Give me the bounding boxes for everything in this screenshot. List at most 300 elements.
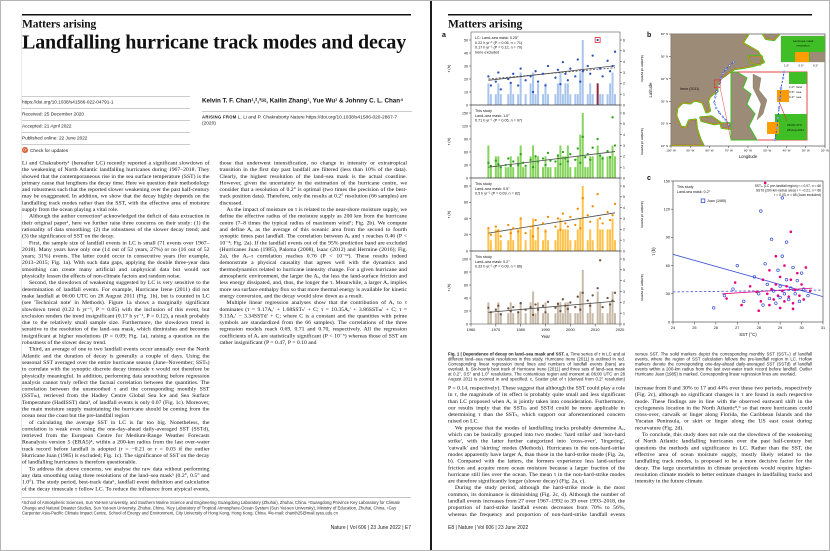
tau-dot (599, 154, 601, 156)
tau-dot (500, 88, 502, 90)
event-count-bar (564, 83, 566, 105)
event-count-bar (525, 94, 527, 105)
tau-dot (582, 70, 584, 72)
event-count-bar (542, 313, 544, 324)
svg-text:1: 1 (623, 165, 625, 170)
svg-text:6: 6 (623, 184, 625, 189)
tau-dot (611, 65, 613, 67)
tau-dot (500, 166, 502, 168)
tau-dot (567, 225, 569, 227)
inset-time-label: 28 Aug 2011 (787, 128, 805, 132)
timeseries-chart-1 (446, 105, 644, 180)
tau-dot (532, 314, 534, 316)
trend-line (488, 68, 615, 79)
event-count-bar (574, 240, 576, 251)
tau-dot (544, 84, 546, 86)
tau-dot (507, 224, 509, 226)
svg-text:30: 30 (799, 326, 804, 330)
svg-text:60: 60 (464, 150, 468, 155)
event-count-bar (547, 167, 549, 178)
event-count-bar (507, 240, 509, 251)
tau-dot (589, 221, 591, 223)
tau-dot (495, 225, 497, 227)
y-axis-label: Latitude (648, 82, 653, 98)
tau-dot (592, 147, 594, 149)
page-footer: E8 | Nature | Vol 606 | 23 June 2022 (448, 525, 529, 531)
section-rule (22, 14, 411, 16)
tau-dot (510, 165, 512, 167)
check-updates-label: Check for updates (30, 147, 69, 153)
track-label: Irene (2011) (680, 87, 700, 91)
sstm-point (768, 304, 771, 307)
tau-dot (564, 157, 566, 159)
event-count-bar (599, 302, 601, 324)
chart-legend-line: 0.5 h yr⁻¹ (P = 0.09, n = 82) (475, 191, 521, 196)
chart-legend-line: Land–sea mask: 0.2° (475, 259, 510, 264)
event-count-bar (592, 240, 594, 251)
svg-text:0: 0 (667, 320, 670, 325)
timeseries-chart-2 (446, 178, 644, 253)
event-count-bar (597, 292, 599, 325)
paragraph: We propose that the modes of landfalling tracks probably determine Aₑ, which can be basically grouped into two modes: 'hard strike' and 'non-hard strike', with the latter further categorized into 'cross-over', 'lingering', 'catwalk' and 'skirting' modes (Methods). Hurricanes in the non-hard-strike modes apparently have larger Aₑ than those in the hard-strike mode (Fig. 2a, b). Compared with the latters, the formers experience less land-surface friction and acquire more ocean moisture because a larger fraction of the hurricane still lies over the ocean. The mean τ in the non-hard-strike modes are therefore significantly longer (slower decay) (Fig. 2a, c). (448, 424, 625, 485)
scatter-legend-right: SSTd (200-km-radius area) r = −0.21, n = 66 (755, 188, 821, 193)
event-count-bar (497, 229, 499, 251)
event-count-bar (557, 83, 559, 105)
tau-dot (490, 234, 492, 236)
tau-dot (601, 157, 603, 159)
svg-text:90: 90 (464, 137, 468, 142)
right-axis-label: Number of events (640, 55, 644, 82)
tau-dot (611, 116, 613, 118)
svg-text:24: 24 (670, 326, 676, 330)
track-fix-point (714, 96, 716, 98)
event-count-bar (512, 167, 514, 178)
event-count-bar (554, 94, 556, 105)
tau-dot (579, 162, 581, 164)
tau-dot (495, 309, 497, 311)
tau-dot (542, 157, 544, 159)
svg-text:150: 150 (663, 179, 670, 184)
tau-dot (579, 227, 581, 229)
svg-text:0: 0 (623, 249, 625, 254)
chart-legend-line: 0.22 h yr⁻¹ (P = 0.05, n = 71) (475, 40, 523, 45)
svg-text:40: 40 (464, 216, 468, 221)
tau-dot (569, 153, 571, 155)
svg-text:20: 20 (464, 77, 468, 82)
event-count-bar (569, 167, 571, 178)
svg-text:20° W: 20° W (821, 148, 829, 153)
sstm-point (772, 298, 775, 301)
tau-dot (609, 156, 611, 158)
sstm-point (783, 300, 786, 303)
y-axis-label: τ (h) (446, 210, 451, 219)
event-count-bar (500, 94, 502, 105)
sstm-point (779, 307, 782, 310)
event-count-bar (567, 83, 569, 105)
x-axis-label: Year (541, 334, 550, 339)
tau-dot (597, 193, 599, 195)
article-body-right-page (448, 385, 812, 524)
svg-text:5: 5 (623, 268, 625, 273)
event-count-bar (579, 73, 581, 106)
event-count-bar (582, 270, 584, 324)
paragraph: Li and Chakraborty¹ (hereafter LC) recently reported a significant slowdown of the weakening of North Atlantic landfalling hurricanes during 1967–2018. They showed that the contemporaneous rise in the sea surface temperature (SST) is the primary cause that lengthens the decay time. Here we question their methodology and robustness such that the reported slower weakening over the past half-century may be exaggerated. In addition, we show that the decay highly depends on the landfalling track modes rather than the SST, with the effective area of moisture supply from the ocean playing a vital role. (22, 160, 210, 213)
y-axis-label: τ (h) (446, 137, 451, 146)
tau-dot (554, 307, 556, 309)
sstm-point (796, 272, 799, 275)
event-count-bar (574, 313, 576, 324)
event-count-bar (607, 313, 609, 324)
x-axis-label: SST (°C) (739, 332, 757, 337)
tau-dot (589, 73, 591, 75)
event-count-bar (507, 313, 509, 324)
map-inset (731, 71, 807, 141)
event-count-bar (599, 229, 601, 251)
event-count-bar (589, 83, 591, 105)
tau-dot (559, 229, 561, 231)
svg-text:40° W: 40° W (782, 148, 791, 153)
track-fix-point (718, 112, 720, 114)
tau-dot (564, 305, 566, 307)
chart-legend-line: Irene excluded (475, 50, 500, 55)
tau-dot (534, 70, 536, 72)
sstm-point (740, 304, 743, 307)
tau-dot (507, 307, 509, 309)
y-axis-label: τ (h) (446, 64, 451, 73)
track-fix-point (729, 65, 731, 67)
event-count-bar (532, 292, 534, 325)
event-count-bar (525, 167, 527, 178)
event-count-bar (554, 313, 556, 324)
tau-dot (614, 292, 616, 294)
event-count-bar (612, 292, 614, 325)
figure-panel-b-map (647, 28, 829, 168)
sstm-point (800, 283, 803, 286)
event-count-bar (497, 156, 499, 178)
svg-text:40: 40 (464, 296, 468, 301)
tau-dot (557, 154, 559, 156)
event-count-bar (559, 146, 561, 179)
track-fix-point (713, 101, 715, 103)
event-count-bar (592, 156, 594, 178)
map-legend-title: resolution (796, 43, 810, 48)
tau-dot (524, 79, 526, 81)
sstm-point (805, 266, 808, 269)
sstm-point (762, 278, 765, 281)
tau-dot (562, 212, 564, 214)
tau-dot (537, 80, 539, 82)
svg-text:60: 60 (464, 200, 468, 205)
tau-dot (542, 305, 544, 307)
tau-dot (524, 165, 526, 167)
tau-dot (564, 73, 566, 75)
tau-dot (557, 303, 559, 305)
page-footer: Nature | Vol 606 | 23 June 2022 | E7 (330, 525, 411, 531)
tau-dot (557, 69, 559, 71)
track-fix-point (733, 61, 735, 63)
event-count-bar (609, 83, 611, 105)
svg-text:90: 90 (665, 235, 670, 240)
tau-dot (597, 138, 599, 140)
event-count-bar (522, 167, 524, 178)
event-count-bar (535, 240, 537, 251)
tau-dot (490, 84, 492, 86)
timeseries-chart-0 (446, 32, 644, 107)
inset-mask-label: 1.0°: land (789, 85, 803, 89)
event-count-bar (545, 156, 547, 178)
event-count-bar (537, 83, 539, 105)
tau-dot (510, 232, 512, 234)
svg-text:90° W: 90° W (686, 148, 695, 153)
track-fix-point (716, 91, 718, 93)
scatter-legend-right: r = 0.03, n = 65 (Juan excluded) (774, 193, 821, 198)
paragraph: P = 0.14, respectively). These suggest that although the SST could play a role in τ, the magnitude of its effect is probably quite small and less significant than LC proposed when Aₑ is jointly taken into consideration. Furthermore, our results imply that the SSTₘ and SSTd could be more applicable in determining τ than the SSTₛ, which support our aforementioned concern raised on LC. (448, 385, 625, 425)
tau-dot (582, 292, 584, 294)
tau-dot (609, 303, 611, 305)
chart-legend-line: Land–sea mask: 0.5° (475, 186, 510, 191)
svg-text:26: 26 (713, 326, 718, 330)
tau-dot (554, 160, 556, 162)
event-count-bar (542, 94, 544, 105)
svg-text:30° W: 30° W (801, 148, 810, 153)
sstm-point (760, 300, 763, 303)
sstm-point (790, 230, 793, 233)
svg-text:2000: 2000 (566, 327, 575, 332)
event-count-bar (507, 94, 509, 105)
tau-dot (609, 219, 611, 221)
arising-citation[interactable]: L. Li and P. Chakraborty Nature https://doi.org/10.1038/s41586-020-2867-7 (2020) (202, 114, 397, 127)
event-count-bar (587, 94, 589, 105)
tau-dot (559, 83, 561, 85)
tau-dot (544, 164, 546, 166)
tau-dot (554, 225, 556, 227)
svg-text:6: 6 (623, 111, 625, 116)
event-count-bar (612, 73, 614, 106)
event-count-bar (607, 156, 609, 178)
svg-text:0: 0 (466, 103, 468, 108)
svg-text:80: 80 (464, 270, 468, 275)
tau-dot (601, 222, 603, 224)
event-count-bar (510, 83, 512, 105)
paragraph: Multiple linear regression analyses show that the contribution of Aₑ to τ dominates (τ = 9.17Aₑ′ + 1.68SSTₛ′ + C; τ = 10.35Aₑ′ + 3.86SSTₘ′ + C; τ = 9.13Aₑ′ − 3.34SSTd′ + C; where C is a constant and the quantities with prime symbols are standardized from the 66 samples). The correlations of the three regression models reach 0.69, 0.71 and 0.70, respectively. All the regression coefficients of Aₑ are statistically significant (P < 10⁻⁵) whereas those of SST are rather insignificant (P = 0.47, P = 0.10 and (219, 299, 407, 346)
check-for-updates-badge[interactable] (22, 144, 190, 157)
right-axis-label: Number of events (640, 274, 644, 301)
arising-from (202, 111, 412, 127)
event-count-bar (559, 73, 561, 106)
svg-text:5: 5 (623, 122, 625, 127)
tau-dot (520, 67, 522, 69)
sstm-point (783, 264, 786, 267)
sstm-point (792, 302, 795, 305)
tau-dot (611, 299, 613, 301)
svg-text:60° W: 60° W (744, 148, 752, 153)
tau-dot (529, 159, 531, 161)
tau-dot (520, 153, 522, 155)
tau-dot (547, 152, 549, 154)
tau-dot (584, 156, 586, 158)
doi-link[interactable]: https://doi.org/10.1038/s41586-022-04791-1 (22, 96, 190, 108)
event-count-bar (562, 229, 564, 251)
timeseries-chart-3 (446, 251, 644, 326)
right-page (433, 1, 830, 551)
inset-mask-label: 0.2°: sea (789, 95, 802, 99)
event-count-bar (567, 229, 569, 251)
tau-dot (579, 80, 581, 82)
sstm-point (802, 298, 805, 301)
event-count-bar (525, 240, 527, 251)
svg-text:4: 4 (623, 59, 625, 64)
svg-text:100: 100 (462, 257, 468, 262)
article-title: Landfalling hurricane track modes and decay (22, 30, 407, 53)
event-count-bar (532, 219, 534, 252)
svg-text:2010: 2010 (590, 327, 600, 332)
tau-dot (487, 75, 489, 77)
sstm-point (794, 289, 797, 292)
tau-dot (582, 197, 584, 199)
sstm-point (785, 285, 788, 288)
tau-dot (574, 306, 576, 308)
event-count-bar (530, 83, 532, 105)
tau-dot (614, 203, 616, 205)
tau-dot (574, 159, 576, 161)
sstm-point (725, 297, 728, 300)
event-count-bar (609, 156, 611, 178)
tau-dot (589, 305, 591, 307)
event-count-bar (490, 94, 492, 105)
tau-dot (490, 165, 492, 167)
event-count-bar (535, 94, 537, 105)
svg-text:100° W: 100° W (666, 148, 676, 153)
event-count-bar (497, 83, 499, 105)
map-legend-item: 1.0° (784, 63, 790, 68)
event-count-bar (512, 240, 514, 251)
event-count-bar (612, 219, 614, 252)
event-count-bar (549, 167, 551, 178)
svg-text:1990: 1990 (541, 327, 550, 332)
svg-text:30: 30 (464, 163, 468, 168)
y-axis-label: τ (h) (651, 247, 656, 256)
svg-text:3: 3 (623, 143, 625, 148)
sstm-point (775, 283, 778, 286)
tau-dot (549, 160, 551, 162)
svg-text:29: 29 (778, 326, 783, 330)
panel-letter-b: b (647, 32, 652, 39)
paragraph: To conclude, this study does not rule out the slowdown of the weakening of North Atlantic landfalling hurricanes over the past half-century but questions the methods and significance in LC. Rather than the SST, the effective area of ocean moisture supply, mostly likely related to the landfalling track modes, is proposed to be a more decisive factor for the decay. The large uncertainties in climate projections would require higher-resolution climate models to better estimate changes in landfalling tracks and intensity in the future climate. (635, 431, 812, 485)
tau-dot (611, 214, 613, 216)
tau-dot (609, 70, 611, 72)
event-count-bar (517, 94, 519, 105)
tau-dot (544, 230, 546, 232)
tau-dot (532, 235, 534, 237)
svg-text:2: 2 (623, 300, 625, 305)
event-count-bar (490, 313, 492, 324)
accepted-date: Accepted: 21 April 2022 (22, 120, 190, 132)
page-spine (430, 1, 432, 551)
check-updates-icon: ⟳ (23, 147, 27, 153)
event-count-bar (599, 94, 601, 105)
event-count-bar (562, 313, 564, 324)
svg-text:120: 120 (462, 124, 468, 129)
track-fix-point (725, 68, 727, 70)
tau-dot (505, 164, 507, 166)
tau-dot (487, 307, 489, 309)
paragraph: During the study period, although the hard-strike mode is the most common, its dominance is diminishing (Fig. 2c, d). Although the number of landfall events increases from 27 over 1967–1992 to 39 over 1993–2018, the proportion of hard-strike landfall events decreases from 70% to 56%, whereas the frequency and proportion of non-hard-strike landfall events increase from 8 and 30% to 17 and 44% over these two periods, respectively (Fig. 2c), although no significant changes in τ are found in each respective mode. These findings are in line with the observed eastward shift in the cyclogenesis location in the North Atlantic⁸,⁹ so that more hurricanes could cross-over, catwalk or linger along Florida, the Caribbean Islands and the Yucatan Peninsula, or skirt or linger along the US east coast during recurvature (Fig. 2d). (448, 385, 812, 518)
affiliations-footnote: ¹School of Atmospheric Sciences, Sun Yat-sen University, and Southern Marine Science and Engineering Guangdong Laboratory (Zhuhai), Zhuhai, China. ²Guangdong Province Key Laboratory for Climate Change and Natural Disaster Studies, Sun Yat-sen University, Zhuhai, China. ³Key Laboratory of Tropical Atmosphere-Ocean System (Sun Yat-sen University), Ministry of Education, Zhuhai, China. ⁴Guy Carpenter Asia-Pacific Climate Impact Centre, School of Energy and Environment, City University of Hong Kong, Hong Kong, China. ✉e-mail: chanth25@mail.sysu.edu.cn (22, 497, 411, 516)
panel-letter-a: a (442, 32, 446, 39)
tau-dot (557, 217, 559, 219)
event-count-bar (532, 73, 534, 106)
tau-dot (537, 227, 539, 229)
svg-text:1960: 1960 (466, 327, 476, 332)
svg-text:0: 0 (466, 322, 468, 327)
received-date: Received: 25 December 2020 (22, 108, 190, 120)
figure-caption-lead: Fig. 1 | Dependence of decay on land–sea mask and SST. (448, 352, 565, 357)
svg-text:5: 5 (623, 49, 625, 54)
event-count-bar (609, 229, 611, 251)
event-count-bar (589, 229, 591, 251)
tau-dot (487, 162, 489, 164)
event-count-bar (602, 229, 604, 251)
event-count-bar (525, 313, 527, 324)
tau-dot (599, 217, 601, 219)
event-count-bar (579, 219, 581, 252)
svg-text:10° N: 10° N (660, 144, 669, 149)
chart-legend-line: 0.17 h yr⁻¹ (P = 0.12, n = 70) (475, 45, 523, 50)
metadata-block (22, 96, 190, 157)
sstm-point (768, 269, 771, 272)
sstm-point (779, 276, 782, 279)
map-legend-item: 0.5° (798, 63, 804, 68)
published-date: Published online: 22 June 2022 (22, 132, 190, 144)
right-axis-label: Number of events (640, 201, 644, 228)
sstm-point (749, 285, 752, 288)
tau-dot (497, 71, 499, 73)
tau-dot (559, 163, 561, 165)
tau-dot (587, 65, 589, 67)
tau-dot (606, 297, 608, 299)
sstm-point (787, 295, 790, 298)
event-count-bar (517, 313, 519, 324)
tau-dot (567, 308, 569, 310)
tau-dot (520, 302, 522, 304)
tau-dot (574, 75, 576, 77)
paragraph: Although the author correction² acknowledged the deficit of data extraction in their original paper¹, here we further raise three concerns on their study: (1) the rationality of data smoothing; (2) the robustness of the slower decay trend; and (3) the significance of SST on the decay. (22, 213, 210, 240)
svg-text:0: 0 (466, 249, 468, 254)
svg-text:1: 1 (623, 311, 625, 316)
event-count-bar (607, 229, 609, 251)
tau-dot (497, 305, 499, 307)
event-count-bar (569, 240, 571, 251)
track-fix-point (722, 116, 724, 118)
event-count-bar (487, 83, 489, 105)
tau-dot (534, 303, 536, 305)
tau-dot (599, 67, 601, 69)
tau-dot (510, 82, 512, 84)
tau-dot (532, 91, 534, 93)
x-axis-label: Longitude (738, 154, 758, 159)
tau-dot (537, 309, 539, 311)
sstm-point (790, 278, 793, 281)
svg-text:80° W: 80° W (705, 148, 714, 153)
trend-line (488, 213, 615, 233)
event-count-bar (602, 94, 604, 105)
event-count-bar (562, 94, 564, 105)
event-count-bar (512, 94, 514, 105)
y-axis-label: τ (h) (446, 283, 451, 292)
tau-dot (517, 230, 519, 232)
svg-text:2020: 2020 (615, 327, 625, 332)
event-count-bar (569, 313, 571, 324)
